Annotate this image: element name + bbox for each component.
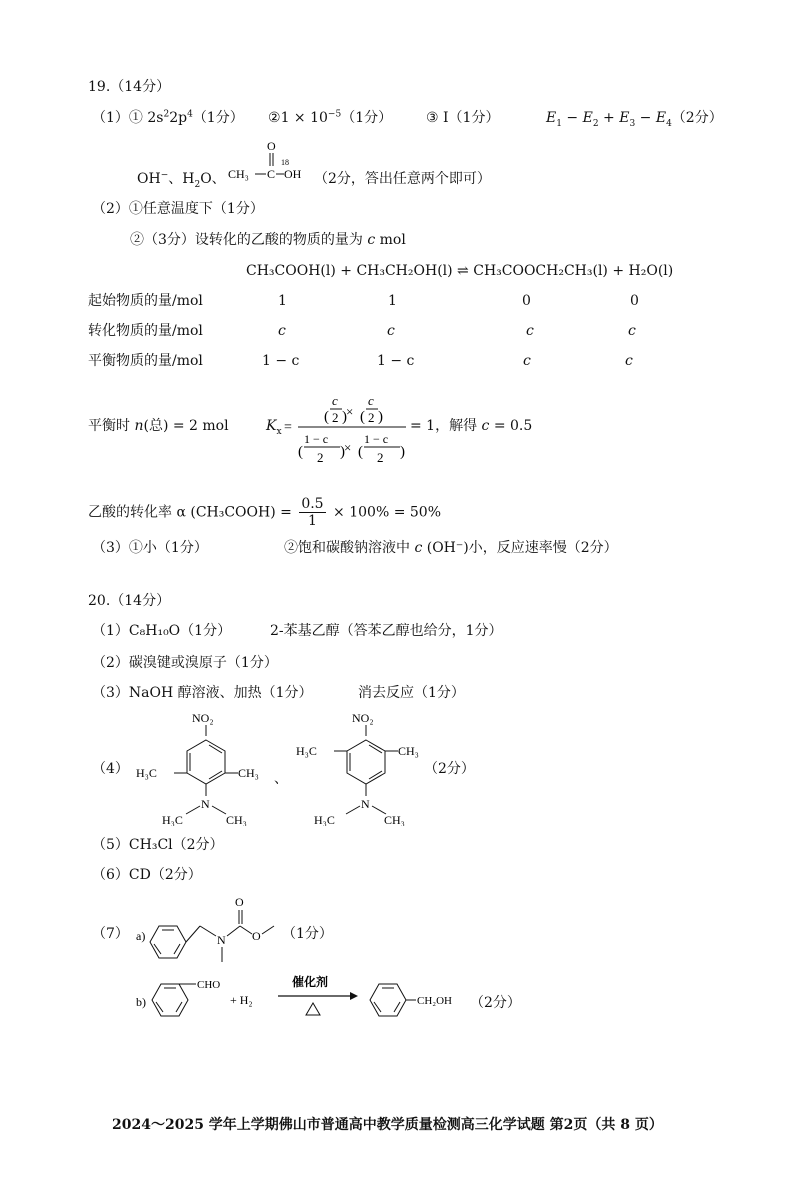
q19-p1-b: ②1 × $10^{-5}(1$分）	[268, 109, 393, 126]
table-cell: 0	[630, 293, 639, 309]
table-cell: 1	[278, 293, 287, 309]
svg-text:N: N	[217, 933, 226, 947]
table-cell: 1 − c	[262, 353, 300, 369]
structure-7a-carbamate	[134, 892, 294, 968]
svg-text:N: N	[361, 797, 370, 811]
q19-p1-line	[92, 109, 244, 127]
svg-text:b): b)	[136, 995, 146, 1009]
svg-text:×: ×	[344, 440, 352, 455]
q19-p3-b: ②饱和碳酸钠溶液中 c (OH⁻)小，反应速率慢（2分）	[284, 540, 618, 556]
svg-text:CH₃: CH₃	[398, 744, 419, 758]
conversion-rate: 乙酸的转化率 α (CH₃COOH) = $\frac{0.5}{1}$ × 100% = 50%	[88, 496, 441, 529]
q19-p1-energy: $E_1 - E_2 + E_3 - E_4(2$分）	[546, 110, 723, 129]
table-cell: c	[387, 323, 395, 339]
q19-p1-c: ③ I（1分）	[426, 110, 500, 126]
svg-text:2: 2	[317, 450, 324, 465]
svg-text:O: O	[252, 929, 261, 943]
structure-a-para-nitro	[130, 708, 280, 826]
svg-text:CHO: CHO	[197, 979, 221, 991]
q19-p1-a-config: $2s^22p^4$	[147, 109, 193, 126]
svg-text:CH₃: CH₃	[226, 813, 247, 826]
svg-text:1 − c: 1 − c	[304, 432, 329, 446]
q19-p1-species-note: （2分，答出任意两个即可）	[314, 171, 491, 187]
table-cell: c	[625, 353, 633, 369]
struct-c: C	[267, 167, 276, 181]
q20-p5: （5）CH₃Cl（2分）	[92, 837, 224, 853]
q20-p6: （6）CD（2分）	[92, 867, 202, 883]
svg-text:H₃C: H₃C	[314, 813, 335, 826]
table-cell: 1 − c	[377, 353, 415, 369]
struct-oh: OH	[284, 167, 302, 181]
q19-p3-a: （3）①小（1分）	[92, 540, 208, 556]
q19-p1-a-num: ①	[128, 110, 143, 126]
svg-text:1 − c: 1 − c	[364, 432, 389, 446]
svg-text:NO₂: NO₂	[352, 711, 374, 725]
svg-text:2: 2	[368, 410, 375, 425]
svg-text:CH₃: CH₃	[238, 766, 259, 780]
svg-text:O: O	[235, 895, 244, 909]
struct-18: 18	[281, 158, 289, 167]
struct-o: O	[267, 139, 276, 153]
svg-text:): )	[378, 409, 383, 425]
q20-p1-formula: （1）C₈H₁₀O（1分）	[92, 623, 232, 639]
page-footer: 2024～2025 学年上学期佛山市普通高中教学质量检测高三化学试题 第2页（共 8 页）	[112, 1117, 663, 1133]
svg-text:CH₂OH: CH₂OH	[417, 995, 453, 1007]
table-row-start-label: 起始物质的量/mol	[88, 293, 203, 309]
svg-text:(: (	[358, 444, 363, 460]
kx-fraction	[282, 382, 422, 474]
q20-p3-type: 消去反应（1分）	[358, 685, 465, 701]
table-cell: 0	[522, 293, 531, 309]
svg-text:(: (	[298, 444, 303, 460]
q20-p2: （2）碳溴键或溴原子（1分）	[92, 655, 278, 671]
svg-text:=: =	[284, 420, 292, 435]
svg-text:c: c	[368, 393, 374, 408]
q20-p7-a-score: （1分）	[282, 926, 333, 942]
q20-p3: （3）NaOH 醇溶液、加热（1分）	[92, 685, 313, 701]
svg-text:NO₂: NO₂	[192, 711, 214, 725]
table-row-change-label: 转化物质的量/mol	[88, 323, 203, 339]
svg-text:(: (	[324, 409, 329, 425]
q19-p2-line2: ②（3分）设转化的乙酸的物质的量为 c mol	[130, 232, 406, 248]
svg-text:H₃C: H₃C	[136, 766, 157, 780]
q19-p1-species: OH−、$H_2O$、	[137, 170, 226, 190]
structure-b-ortho-nitro	[290, 708, 430, 826]
svg-text:+ H₂: + H₂	[230, 993, 253, 1007]
svg-text:N: N	[201, 797, 210, 811]
q20-p7-b-score: （2分）	[470, 995, 521, 1011]
table-cell: c	[523, 353, 531, 369]
svg-text:): )	[340, 444, 345, 460]
q20-header: 20.（14分）	[88, 593, 171, 609]
q20-p4-sep: 、	[274, 771, 288, 787]
kx-label: $K_x$	[266, 418, 282, 437]
svg-text:): )	[342, 409, 347, 425]
svg-text:×: ×	[346, 404, 354, 419]
svg-text:2: 2	[332, 410, 339, 425]
q20-p1-name: 2-苯基乙醇（答苯乙醇也给分，1分）	[270, 623, 503, 639]
svg-text:H₃C: H₃C	[162, 813, 183, 826]
esterification-equation: CH₃COOH(l) + CH₃CH₂OH(l) ⇌ CH₃COOCH₂CH₃(l) + H₂O(l)	[246, 263, 674, 279]
svg-text:): )	[400, 444, 405, 460]
q19-header: 19.（14分）	[88, 79, 171, 95]
svg-text:c: c	[332, 393, 338, 408]
svg-text:a): a)	[136, 929, 146, 943]
struct-ch3: CH₃	[228, 167, 249, 181]
acetic-acid-18o-structure	[226, 138, 318, 188]
svg-text:催化剂: 催化剂	[292, 975, 329, 989]
table-cell: c	[526, 323, 534, 339]
q19-p2-line1: （2）①任意温度下（1分）	[92, 201, 264, 217]
table-cell: c	[278, 323, 286, 339]
q19-p1-a-score: （1分）	[192, 110, 244, 126]
svg-text:CH₃: CH₃	[384, 813, 405, 826]
q19-p1-label: （1）	[92, 110, 129, 126]
table-cell: 1	[388, 293, 397, 309]
q19-total-moles: 平衡时 n(总) = 2 mol	[88, 418, 229, 434]
svg-text:(: (	[360, 409, 365, 425]
svg-text:2: 2	[377, 450, 384, 465]
table-cell: c	[628, 323, 636, 339]
reaction-7b-hydrogenation	[134, 968, 494, 1030]
svg-text:H₃C: H₃C	[296, 744, 317, 758]
kx-result: = 1，解得 c = 0.5	[410, 418, 533, 434]
table-row-eq-label: 平衡物质的量/mol	[88, 353, 203, 369]
q20-p4-score: （2分）	[424, 761, 475, 777]
q20-p4-label: （4）	[92, 761, 129, 777]
q20-p7-label: （7）	[92, 926, 129, 942]
